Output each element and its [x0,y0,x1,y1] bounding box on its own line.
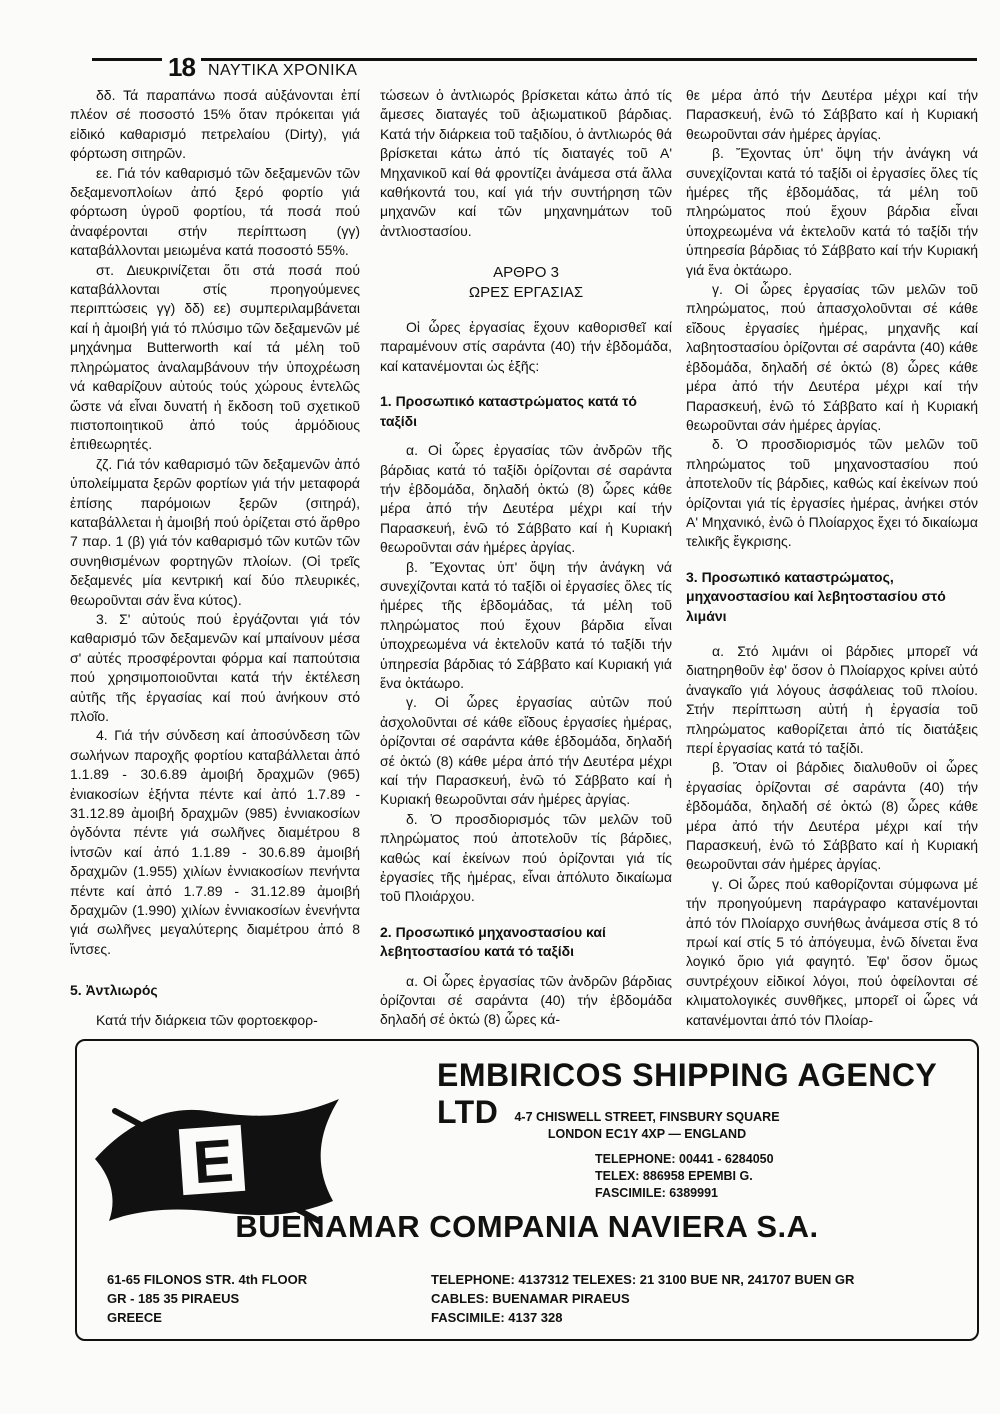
contact-line: CABLES: BUENAMAR PIRAEUS [431,1291,630,1306]
paragraph: δ. Ὁ προσδιορισμός τῶν μελῶν τοῦ πληρώματος τοῦ μηχανοστασίου πού ἀποτελοῦν τίς βάρδιες, καθώς καί ἐκείνων πού ὁρίζονται γιά τίς ἐργασίες ἡμέρας, ἀνήκει στόν Α' Μηχανικό, ἐνῶ ὁ Πλοίαρχος ἔχει τό δικαίωμα τελικῆς ἔγκρισης. [686,436,978,550]
contact-line: FASCIMILE: 4137 328 [431,1310,563,1325]
page-number: 18 [162,52,201,83]
paragraph: γ. Οἱ ὧρες ἐργασίας τῶν μελῶν τοῦ πληρώματος, πού ἀπασχολοῦνται σέ κάθε εἴδους ἐργασίες ἡμέρας, μηχανῆς καί λαβητοστασίου ὁρίζονται σέ σαράντα (40) κάθε ἑβδομάδα, δηλαδή σέ ὀκτώ (8) ὧρες κάθε μέρα ἀπό τήν Δευτέρα μέχρι καί τήν Παρασκευή, ἐνῶ τό Σάββατο καί ἡ Κυριακή θεωροῦνται σάν ἡμέρες ἀργίας. [686,281,978,433]
page-header [92,52,977,82]
paragraph: β. Ἔχοντας ὑπ' ὄψη τήν ἀνάγκη νά συνεχίζονται κατά τό ταξίδι οἱ ἐργασίες ὅλες τίς ἡμέρες τῆς ἑβδομάδας, τά μέλη τοῦ πληρώματος πού ἔχουν βάρδια εἶναι ὑποχρεωμένα νά ἐκτελοῦν κατά τό ταξίδι τήν ὑπηρεσία βάρδιας τό Σάββατο καί Κυριακή γιά ἕνα ὀκτάωρο. [380,558,672,691]
flag-letter: E [190,1126,236,1197]
column-3 [686,86,978,1030]
paragraph: β. Ἔχοντας ὑπ' ὄψη τήν ἀνάγκη νά συνεχίζονται κατά τό ταξίδι οἱ ἐργασίες ὅλες τίς ἡμέρες τῆς ἑβδομάδας, τά μέλη τοῦ πληρώματος πού ἔχουν βάρδια εἶναι ὑποχρεωμένα νά ἐκτελοῦν κατά τό ταξίδι τήν ὑπηρεσία βάρδιας τό Σάββατο καί τήν Κυριακή γιά ἕνα ὀκτάωρο. [686,145,978,278]
paragraph: θε μέρα ἀπό τήν Δευτέρα μέχρι καί τήν Παρασκευή, ἐνῶ τό Σάββατο καί ἡ Κυριακή θεωροῦνται σάν ἡμέρες ἀργίας. [686,87,978,142]
address-line: GR - 185 35 PIRAEUS [107,1291,240,1306]
column-2 [380,86,672,1030]
paragraph: στ. Διευκρινίζεται ὅτι στά ποσά πού καταβάλλονται στίς προηγούμενες περιπτώσεις γγ) δδ) εε) συμπεριλαμβάνεται καί ἡ ἀμοιβή γιά τό πλύσιμο τῶν δεξαμενῶν μέ μηχάνημα Butterworth καί τά μέλη τοῦ πληρώματος ἀναλαμβάνουν τήν ὑποχρέωση νά καθαρίζουν αὐτούς τούς χώρους ἐντελῶς ὥστε νά εἶναι δυνατή ἡ ἔκδοση τοῦ σχετικοῦ πιστοποιητικοῦ ἀπό τούς ἁρμόδιους ἐπιθεωρητές. [70,261,360,453]
telex: TELEX: 886958 EPEMBI G. [595,1169,753,1183]
buenamar-address [107,1270,307,1327]
paragraph: δδ. Τά παραπάνω ποσά αὐξάνονται ἐπί πλέον σέ ποσοστό 15% ὅταν πρόκειται γιά εἰδικό καθαρισμό πετρελαίου (Dirty), γιά φόρτωση σιτηρῶν. [70,87,360,162]
paragraph: γ. Οἱ ὧρες ἐργασίας αὐτῶν πού ἀσχολοῦνται σέ κάθε εἴδους ἐργασίες ἡμέρας, ὁρίζονται σέ σαράντα κάθε ἑβδομάδα, δηλαδή σέ ὀκτώ (8) κάθε μέρα ἀπό τήν Δευτέρα μέχρι καί τήν Παρασκευή, ἐνῶ τό Σάββατο καί ἡ Κυριακή θεωροῦνται σάν ἡμέρες ἀργίας. [380,694,672,808]
paragraph: 3. Σ' αὐτούς πού ἐργάζονται γιά τόν καθαρισμό τῶν δεξαμενῶν καί μπαίνουν μέσα σ' αὐτές προσφέρονται φόρμα καί παπούτσια πού χρησιμοποιοῦνται κατά τήν ἐκτέλεση αὐτῆς τῆς ἐργασίας καί πού ἀνήκουν στό πλοῖο. [70,610,360,724]
section-heading: 2. Προσωπικό μηχανοστασίου καί λεβητοστασίου κατά τό ταξίδι [380,923,606,960]
advertisement [75,1039,979,1341]
section-heading: 3. Προσωπικό καταστρώματος, μηχανοστασίου καί λεβητοστασίου στό λιμάνι [686,568,946,624]
embiricos-name: EMBIRICOS SHIPPING AGENCY LTD [437,1057,937,1130]
article-title: ΑΡΘΡΟ 3 [493,264,559,282]
section-heading: 1. Προσωπικό καταστρώματος κατά τό ταξίδι [380,393,637,429]
paragraph: 4. Γιά τήν σύνδεση καί ἀποσύνδεση τῶν σωλήνων παροχῆς φορτίου καταβάλλεται ἀπό 1.1.89 - 30.6.89 ἀμοιβή δραχμῶν (965) ἐνιακοσίων ἑξήντα πέντε καί ἀπό 1.7.89 - 31.12.89 ἀμοιβή δραχμῶν (985) ἐννιακοσίων ὀγδόντα πέντε γιά σωλῆνες διαμέτρου 8 ἰντσῶν καί ἀπό 1.1.89 - 30.6.89 ἀμοιβή δραχμῶν (1.955) χιλίων ἐννιακοσίων πενήντα πέντε καί ἀπό 1.7.89 - 31.12.89 ἀμοιβή δραχμῶν (1.990) χιλίων ἐννιακοσίων ἐνενήντα γιά σωλῆνες μεγαλύτερης διαμέτρου ἀπό 8 ἴντσες. [70,727,360,957]
buenamar-contacts [431,1270,854,1327]
paragraph: Οἱ ὧρες ἐργασίας ἔχουν καθορισθεῖ καί παραμένουν στίς σαράντα (40) τήν ἑβδομάδα, καί κατανέμονται ὡς ἑξῆς: [380,319,672,374]
paragraph: α. Στό λιμάνι οἱ βάρδιες μπορεῖ νά διατηρηθοῦν ἐφ' ὅσον ὁ Πλοίαρχος κρίνει αὐτό ἀναγκαῖο γιά λόγους ἀσφάλειας τοῦ πλοίου. Στήν περίπτωση αὐτή ἡ ἐργασία τοῦ πληρώματος καθορίζεται ἀπό τίς διατάξεις περί ἐργασίας κατά τό ταξίδι. [686,642,978,756]
embiricos-contacts [595,1151,774,1202]
paragraph: α. Οἱ ὧρες ἐργασίας τῶν ἀνδρῶν βάρδιας ὁρίζονται σέ σαράντα (40) τήν ἑβδομάδα δηλαδή σέ ὀκτώ (8) ὧρες κά- [380,972,672,1028]
section-heading: 5. Ἀντλιωρός [70,982,158,999]
address-line: LONDON EC1Y 4XP — ENGLAND [547,1127,747,1141]
embiricos-address [477,1109,817,1143]
paragraph: Κατά τήν διάρκεια τῶν φορτοεκφορ- [96,1011,318,1028]
paragraph: δ. Ὁ προσδιορισμός τῶν μελῶν τοῦ πληρώματος πού ἀποτελοῦν τίς βάρδιες, καθώς καί ἐκείνων πού ὁρίζονται γιά τίς ἐργασίες τῆς ἡμέρας, εἶναι ἀπόλυτο δικαίωμα τοῦ Πλοιάρχου. [380,810,672,905]
paragraph: β. Ὅταν οἱ βάρδιες διαλυθοῦν οἱ ὧρες ἐργασίας ὁρίζονται σέ σαράντα (40) τήν ἑβδομάδα, δηλαδή σέ ὀκτώ (8) ὧρες κάθε μέρα ἀπό τήν Δευτέρα μέχρι καί τήν Παρασκευή, ἐνῶ τό Σάββατο καί ἡ Κυριακή θεωροῦνται σάν ἡμέρες ἀργίας. [686,759,978,873]
article-subtitle: ΩΡΕΣ ΕΡΓΑΣΙΑΣ [468,283,584,301]
paragraph: γ. Οἱ ὧρες πού καθορίζονται σύμφωνα μέ τήν προηγούμενη παράγραφο κατανέμονται ἀπό τόν Πλοίαρχο συνήθως ἀνάμεσα στίς 8 τό πρωί καί στίς 5 τό ἀπόγευμα, ἐνῶ δίνεται ἕνα λογικό ὅριο γιά φαγητό. Ἐφ' ὅσον ὅμως συντρέχουν εἰδικοί λόγοι, πού ὀφείλονται σέ κλιματολογικές συνθῆκες, μπορεῖ οἱ ὧρες νά κατανέμονται ἀπό τόν Πλοίαρ- [686,875,978,1028]
paragraph: α. Οἱ ὧρες ἐργασίας τῶν ἀνδρῶν τῆς βάρδιας κατά τό ταξίδι ὁρίζονται σέ σαράντα τήν ἑβδομάδα, δηλαδή ὀκτώ (8) ὧρες κάθε μέρα ἀπό τήν Δευτέρα μέχρι καί τήν Παρασκευή, ἐνῶ τό Σάββατο καί ἡ Κυριακή θεωροῦνται σάν ἡμέρες ἀργίας. [380,442,672,556]
address-line: 4-7 CHISWELL STREET, FINSBURY SQUARE [514,1110,780,1124]
telephone: TELEPHONE: 00441 - 6284050 [595,1152,774,1166]
fascimile: FASCIMILE: 6389991 [595,1186,718,1200]
contact-line: TELEPHONE: 4137312 TELEXES: 21 3100 BUE NR, 241707 BUEN GR [431,1272,855,1287]
publication-title: ΝΑΥΤΙΚΑ ΧΡΟΝΙΚΑ [204,62,361,80]
flag-logo-icon [87,1093,352,1228]
paragraph: εε. Γιά τόν καθαρισμό τῶν δεξαμενῶν τῶν δεξαμενοπλοίων ἀπό ξερό φορτίο γιά φόρτωση ὑγροῦ φορτίου, τά ποσά πού ἀναφέρονται στήν περίπτωση (γγ) καταβάλλονται μειωμένα κατά ποσοστό 55%. [70,164,360,259]
paragraph: τώσεων ὁ ἀντλιωρός βρίσκεται κάτω ἀπό τίς ἄμεσες διαταγές τοῦ ἀξιωματικοῦ βάρδιας. Κατά τήν διάρκεια τοῦ ταξιδίου, ὁ ἀντλιωρός θά βρίσκεται κάτω ἀπό τίς διαταγές τοῦ Α' Μηχανικοῦ καί θά φροντίζει ἀνάμεσα στά ἄλλα καθήκοντά του, καί γιά τήν συντήρηση τῶν μηχανῶν καί τῶν μηχανημάτων τοῦ ἀντλιοστασίου. [380,87,672,239]
column-1 [70,86,360,1030]
paragraph: ζζ. Γιά τόν καθαρισμό τῶν δεξαμενῶν ἀπό ὑπολείμματα ξερῶν φορτίων γιά τήν μεταφορά ἐπίσης παρόμοιων ξερῶν (σιτηρά), καταβάλλεται ἡ ἀμοιβή πού ὁρίζεται στό ἄρθρο 7 παρ. 1 (β) γιά τόν καθαρισμό τῶν κυτῶν τῶν συνηθισμένων φορτηγῶν πλοίων. (Οἱ τρεῖς δεξαμενές μία κεντρική καί δύο πλευρικές, θεωροῦνται σάν ἕνα κύτος). [70,455,360,608]
address-line: GREECE [107,1310,162,1325]
header-rule [92,58,977,61]
buenamar-name: BUENAMAR COMPANIA NAVIERA S.A. [235,1209,819,1244]
address-line: 61-65 FILONOS STR. 4th FLOOR [107,1272,308,1287]
